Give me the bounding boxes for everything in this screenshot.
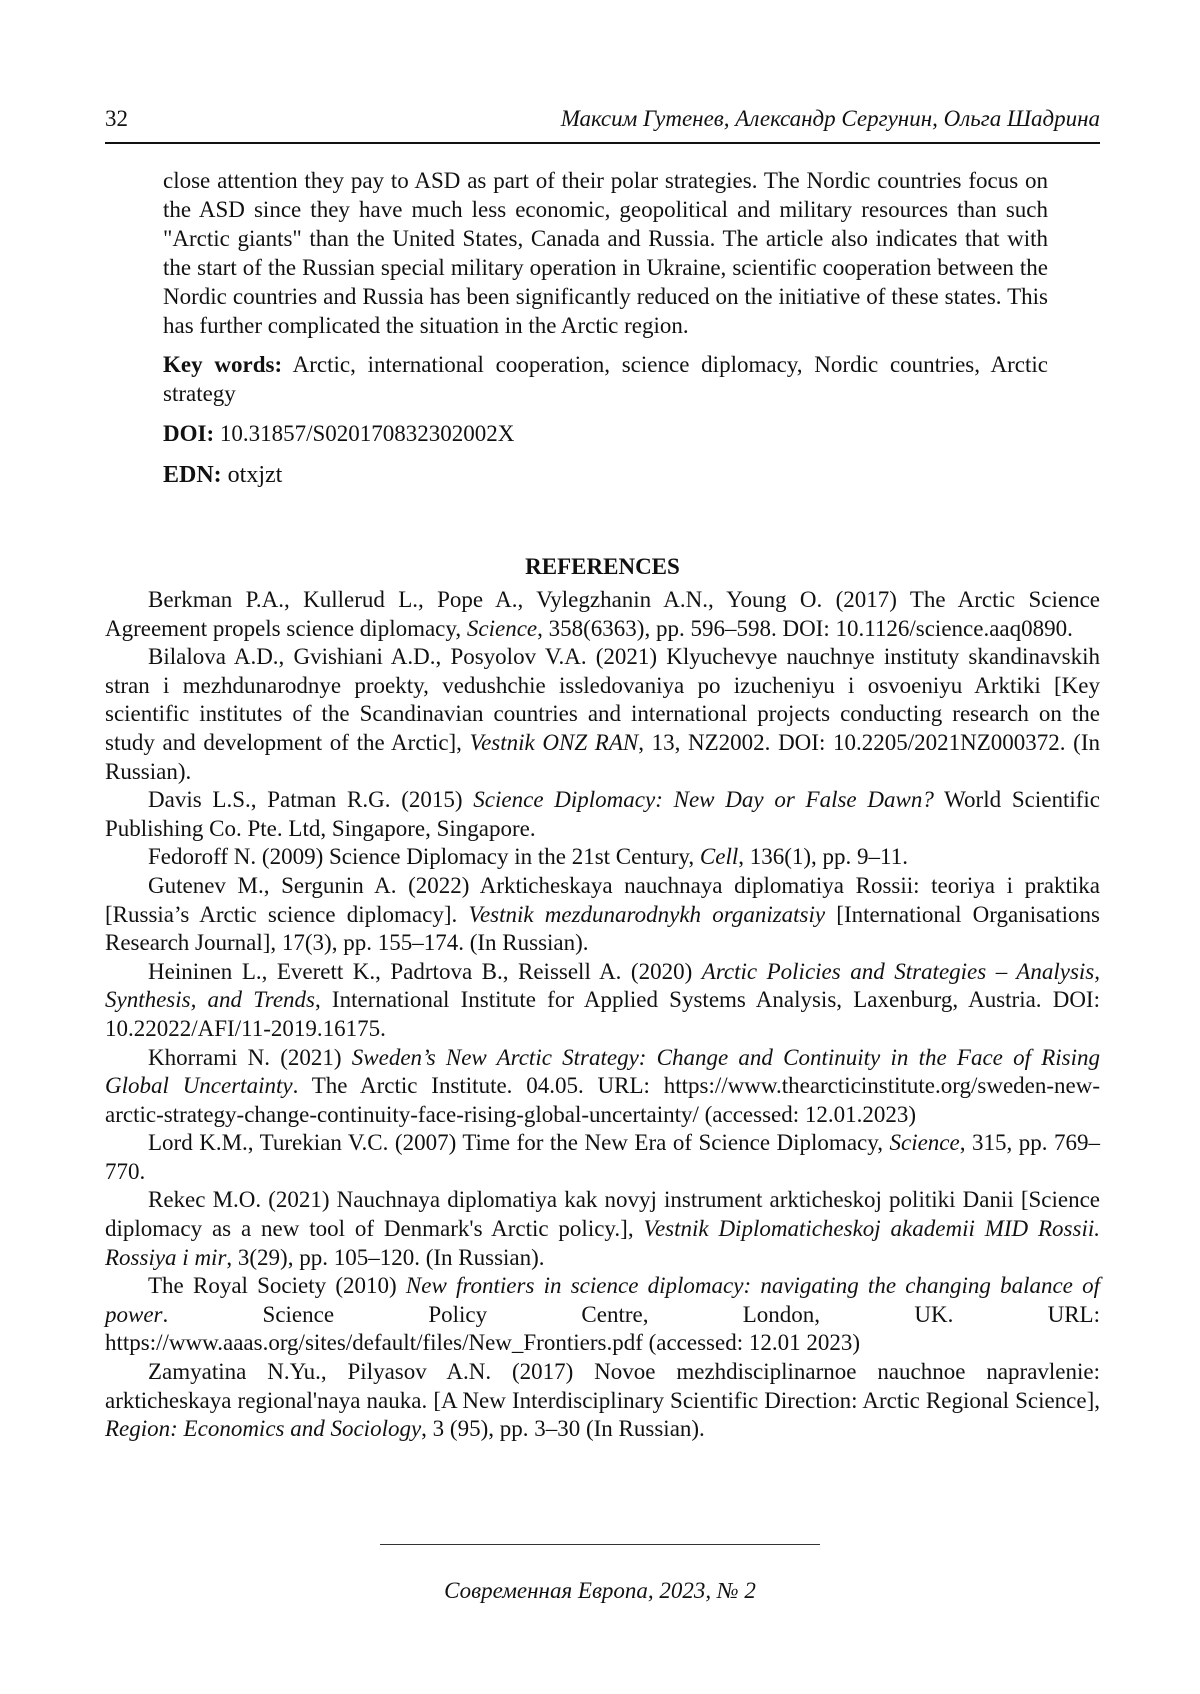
reference-text: , 136(1), pp. 9–11. [738,844,908,870]
end-divider [380,1544,820,1545]
reference-title: Vestnik ONZ RAN [469,729,639,755]
abstract-text: close attention they pay to ASD as part of their polar strategies. The Nordic countries focus on the ASD since they have much less economic, geopolitical and military resources than such "Arctic giants" than the United States, Canada and Russia. The article also indicates that with the start of the Russian special military operation in Ukraine, scientific cooperation between the Nordic countries and Russia has been significantly reduced on the initiative of these states. This has further complicated the situation in the Arctic region. [163,168,1048,338]
reference-title: Vestnik mezdunarodnykh organizatsiy [468,901,826,927]
reference-text: Gutenev M., Sergunin A. (2022) Arkticheskaya nauchnaya diplomatiya Rossii: teoriya i praktika [Russia’s Arctic science diplomacy]. [105,872,1100,927]
reference-title: Science Diplomacy: New Day or False Dawn? [473,787,934,813]
running-header [105,102,1100,144]
reference-text: Zamyatina N.Yu., Pilyasov A.N. (2017) Novoe mezhdisciplinarnoe nauchnoe napravlenie: arkticheskaya regional'naya nauka. [A New Interdisciplinary Scientific Direction: Arctic Regional Science], [105,1359,1100,1413]
reference-text: The Royal Society (2010) [148,1273,406,1299]
reference-item [105,586,1100,643]
reference-text: Berkman P.A., Kullerud L., Pope A., Vylegzhanin A.N., Young O. (2017) The Arctic Science Agreement propels science diplomacy, [105,587,1100,641]
reference-title: Vestnik Diplomaticheskoj akademii MID Rossii. Rossiya i mir [105,1216,1100,1270]
reference-text: Fedoroff N. (2009) Science Diplomacy in the 21st Century, [148,844,700,870]
reference-item [105,1186,1100,1272]
reference-text: Lord K.M., Turekian V.C. (2007) Time for the New Era of Science Diplomacy, [148,1130,890,1156]
reference-item [105,843,1100,872]
reference-title: Cell [699,844,739,870]
reference-text: . The Arctic Institute. 04.05. URL: https://www.thearcticinstitute.org/sweden-new-arctic-strategy-change-continuity-face-rising-global-uncertainty/ (accessed: 12.01.2023) [105,1073,1100,1127]
reference-item [105,958,1100,1044]
reference-text: , 3(29), pp. 105–120. (In Russian). [226,1244,545,1270]
reference-text: Khorrami N. (2021) [148,1044,352,1070]
reference-title: Sweden’s New Arctic Strategy: Change and Continuity in the Face of Rising Global Uncertainty [105,1044,1100,1099]
doi-label: DOI: [163,421,215,446]
reference-text: Rekec M.O. (2021) Nauchnaya diplomatiya kak novyj instrument arkticheskoj politiki Danii [Science diplomacy as a new tool of Denmark's Arctic policy.], [105,1187,1100,1242]
keywords-label: Key words: [163,352,283,377]
reference-title: Region: Economics and Sociology [105,1416,422,1442]
reference-title: Arctic Policies and Strategies – Analysis, Synthesis, and Trends [105,958,1100,1013]
abstract-section [163,166,1048,490]
reference-text: , 3 (95), pp. 3–30 (In Russian). [421,1416,705,1442]
reference-item [105,1044,1100,1130]
references-heading: REFERENCES [525,554,680,579]
reference-title: Science [466,615,538,641]
reference-title: New frontiers in science diplomacy: navigating the changing balance of power [105,1273,1100,1327]
reference-text: , 13, NZ2002. DOI: 10.2205/2021NZ000372. (In Russian). [105,729,1100,784]
reference-text: , 315, pp. 769–770. [105,1130,1101,1184]
edn [163,461,1048,490]
reference-text: , International Institute for Applied Systems Analysis, Laxenburg, Austria. DOI: 10.22022/AFI/11-2019.16175. [105,987,1100,1041]
reference-text: . Science Policy Centre, London, UK. URL: https://www.aaas.org/sites/default/files/New_Frontiers.pdf (accessed: 12.01 2023) [105,1301,1100,1356]
reference-title: Science [889,1130,960,1156]
header-authors: Максим Гутенев, Александр Сергунин, Ольга Шадрина [560,106,1100,131]
reference-item [105,872,1100,958]
references-section [105,552,1100,1444]
reference-list [105,586,1100,1444]
keywords [163,350,1048,408]
reference-text: World Scientific Publishing Co. Pte. Ltd, Singapore, Singapore. [105,787,1100,841]
reference-text: Davis L.S., Patman R.G. (2015) [148,787,474,813]
doi-value: 10.31857/S020170832302002X [219,421,515,446]
reference-text: Bilalova A.D., Gvishiani A.D., Posyolov V.A. (2021) Klyuchevye nauchnye instituty skandinavskih stran i mezhdunarodnye proekty, vedushchie issledovaniya po izucheniyu i osvoeniyu Arktiki [Key scientific institutes of the Scandinavian countries and international projects conducting research on the study and development of the Arctic], [105,644,1100,755]
reference-item [105,1129,1100,1186]
reference-item [105,1272,1100,1358]
edn-label: EDN: [163,462,222,488]
reference-item [105,643,1100,786]
journal-footer: Современная Европа, 2023, № 2 [444,1578,756,1603]
edn-value: otxjzt [227,462,283,488]
reference-item [105,1358,1100,1444]
reference-text: Heininen L., Everett K., Padrtova B., Reissell A. (2020) [148,958,702,984]
keywords-value: Arctic, international cooperation, science diplomacy, Nordic countries, Arctic strategy [163,352,1048,406]
reference-text: [International Organisations Research Journal], 17(3), pp. 155–174. (In Russian). [105,901,1100,956]
reference-text: , 358(6363), pp. 596–598. DOI: 10.1126/science.aaq0890. [537,615,1073,641]
page-number: 32 [105,106,128,131]
doi [163,419,1048,448]
reference-item [105,786,1100,843]
